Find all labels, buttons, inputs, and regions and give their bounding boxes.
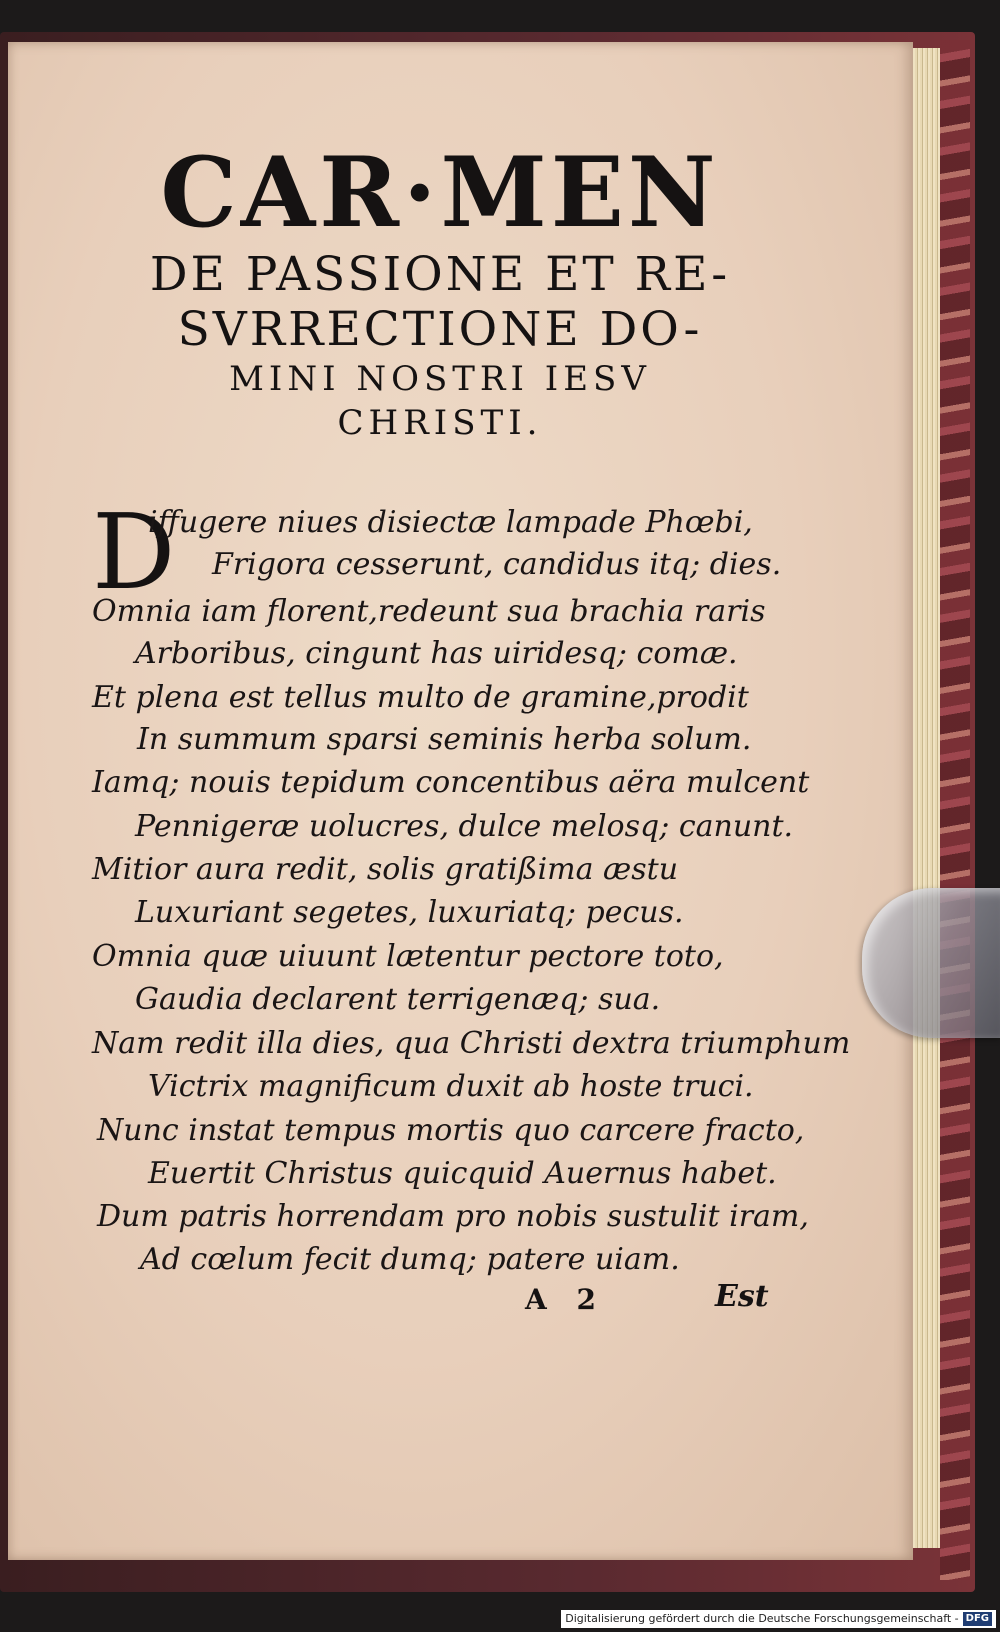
- verse-line-15: Nunc instat tempus mortis quo carcere fracto,: [97, 1113, 805, 1148]
- verse-line-7: Iamq; nouis tepidum concentibus aëra mulcent: [92, 765, 810, 800]
- verse-line-14: Victrix magnificum duxit ab hoste truci.: [148, 1069, 754, 1104]
- credit-text: Digitalisierung gefördert durch die Deutsche Forschungsgemeinschaft -: [565, 1612, 959, 1625]
- verse-line-6: In summum sparsi seminis herba solum.: [137, 722, 752, 757]
- verse-line-9: Mitior aura redit, solis gratißima æstu: [92, 852, 679, 887]
- dfg-logo: DFG: [963, 1612, 992, 1626]
- verse-line-18: Ad cœlum fecit dumq; patere uiam.: [140, 1242, 680, 1277]
- signature-mark: A 2: [525, 1283, 606, 1316]
- drop-capital: D: [92, 491, 176, 613]
- verse-line-2: Frigora cesserunt, candidus itq; dies.: [212, 547, 782, 582]
- digitization-credit: [561, 1610, 996, 1628]
- verse-line-11: Omnia quæ uiuunt lætentur pectore toto,: [92, 939, 724, 974]
- catchword: Est: [715, 1279, 769, 1314]
- verse-line-4: Arboribus, cingunt has uiridesq; comæ.: [135, 636, 738, 671]
- verse-line-12: Gaudia declarent terrigenæq; sua.: [135, 982, 661, 1017]
- verse-line-5: Et plena est tellus multo de gramine,prodit: [92, 680, 749, 715]
- title-line-5: CHRISTI.: [337, 403, 543, 443]
- title-line-3: SVRRECTIONE DO-: [177, 302, 703, 357]
- verse-line-3: Omnia iam florent,redeunt sua brachia raris: [92, 594, 766, 629]
- verse-line-17: Dum patris horrendam pro nobis sustulit iram,: [97, 1199, 809, 1234]
- verse-line-10: Luxuriant segetes, luxuriatq; pecus.: [135, 895, 684, 930]
- verse-line-1: iffugere niues disiectæ lampade Phœbi,: [148, 505, 753, 540]
- verse-line-13: Nam redit illa dies, qua Christi dextra triumphum: [92, 1026, 851, 1061]
- title-line-4: MINI NOSTRI IESV: [229, 359, 651, 399]
- page-clip: [862, 888, 1000, 1038]
- marbled-edge: [940, 40, 970, 1580]
- verse-line-8: Pennigeræ uolucres, dulce melosq; canunt.: [135, 809, 794, 844]
- title-line-2: DE PASSIONE ET RE-: [149, 247, 731, 302]
- title-line-1: CAR·MEN: [160, 136, 720, 249]
- verse-line-16: Euertit Christus quicquid Auernus habet.: [148, 1156, 777, 1191]
